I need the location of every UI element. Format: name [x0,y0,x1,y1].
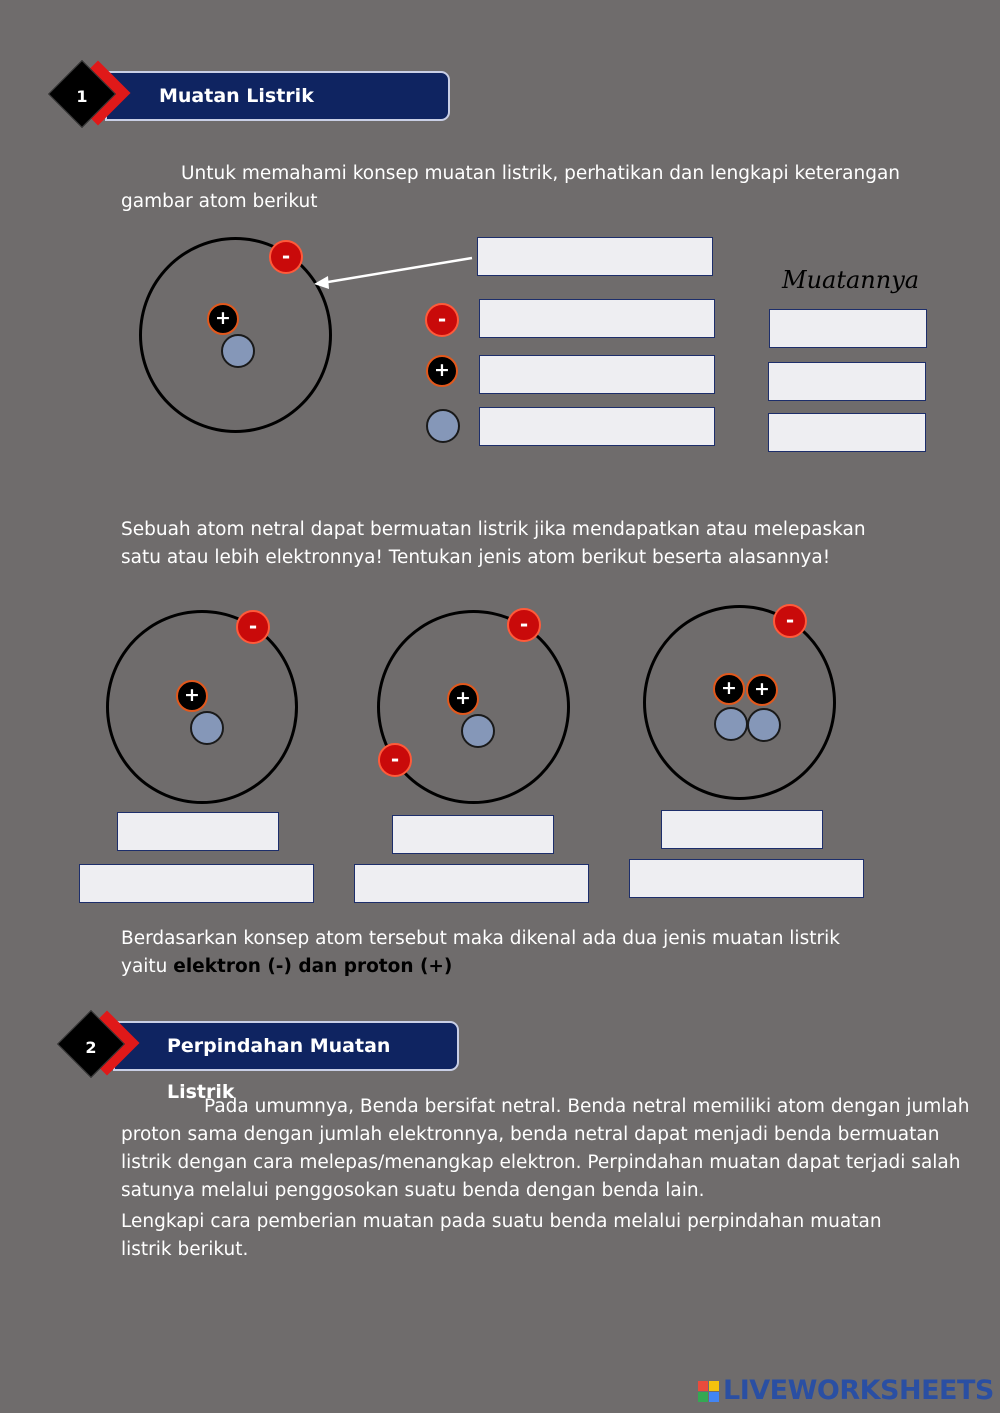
atom-a-proton: + [176,680,208,712]
paragraph4-line-1: Lengkapi cara pemberian muatan pada suatu benda melalui perpindahan muatan [121,1211,882,1232]
section-1-number: 1 [76,87,88,106]
proton: + [207,303,239,335]
atom-c-proton-2: + [746,674,778,706]
atom-a-electron: - [236,610,270,644]
atom-b-proton: + [447,683,479,715]
section-2-title: Perpindahan Muatan Listrik [113,1021,459,1071]
conclusion-line-2 [121,953,452,981]
paragraph4-line-2: listrik berikut. [121,1239,249,1260]
atom-b-electron-2: - [378,743,412,777]
electron: - [269,240,303,274]
atom-c-neutron-2 [747,708,781,742]
paragraph3-line-3: listrik dengan cara melepas/menangkap elektron. Perpindahan muatan dapat terjadi salah [121,1152,961,1173]
section-1-title: Muatan Listrik [105,71,450,121]
conclusion-line-1: Berdasarkan konsep atom tersebut maka dikenal ada dua jenis muatan listrik [121,928,840,949]
question2-line-1: Sebuah atom netral dapat bermuatan listrik jika mendapatkan atau melepaskan [121,519,866,540]
atom-c-type-input[interactable] [661,810,823,849]
intro-line-1: Untuk memahami konsep muatan listrik, perhatikan dan lengkapi keterangan [181,163,901,184]
legend-proton-input[interactable] [479,355,715,394]
legend-neutron-input[interactable] [479,407,715,446]
atom-c-orbit [643,605,836,800]
conclusion-prefix: yaitu [121,956,174,977]
atom-c-electron: - [773,604,807,638]
intro-line-2: gambar atom berikut [121,191,318,212]
atom-a-reason-input[interactable] [79,864,314,903]
liveworksheets-logo-icon [698,1381,720,1403]
legend-proton: + [426,355,458,387]
atom-b-type-input[interactable] [392,815,554,854]
pointer-arrow [300,250,480,290]
question2-line-2: satu atau lebih elektronnya! Tentukan jenis atom berikut beserta alasannya! [121,547,831,568]
electron-label-input[interactable] [477,237,713,276]
muatan-label: Muatannya [782,266,920,294]
charge-neutron-input[interactable] [768,413,926,452]
paragraph3-line-2: proton sama dengan jumlah elektronnya, benda netral dapat menjadi benda bermuatan [121,1124,940,1145]
charge-electron-input[interactable] [769,309,927,348]
atom-b-neutron [461,714,495,748]
atom-b-electron-1: - [507,608,541,642]
charge-proton-input[interactable] [768,362,926,401]
liveworksheets-logo[interactable]: LIVEWORKSHEETS [723,1375,994,1406]
conclusion-electron: elektron (-) [173,956,292,977]
neutron [221,334,255,368]
atom-a-neutron [190,711,224,745]
legend-neutron [426,409,460,443]
legend-electron-input[interactable] [479,299,715,338]
section-2-number: 2 [85,1038,97,1057]
atom-b-reason-input[interactable] [354,864,589,903]
paragraph3-line-1: Pada umumnya, Benda bersifat netral. Benda netral memiliki atom dengan jumlah [204,1096,970,1117]
conclusion-and: dan [291,956,344,977]
atom-a-type-input[interactable] [117,812,279,851]
atom-c-neutron-1 [714,707,748,741]
atom-c-reason-input[interactable] [629,859,864,898]
conclusion-proton: proton (+) [343,956,453,977]
paragraph3-line-4: satunya melalui penggosokan suatu benda dengan benda lain. [121,1180,705,1201]
atom-c-proton-1: + [713,673,745,705]
legend-electron: - [425,303,459,337]
